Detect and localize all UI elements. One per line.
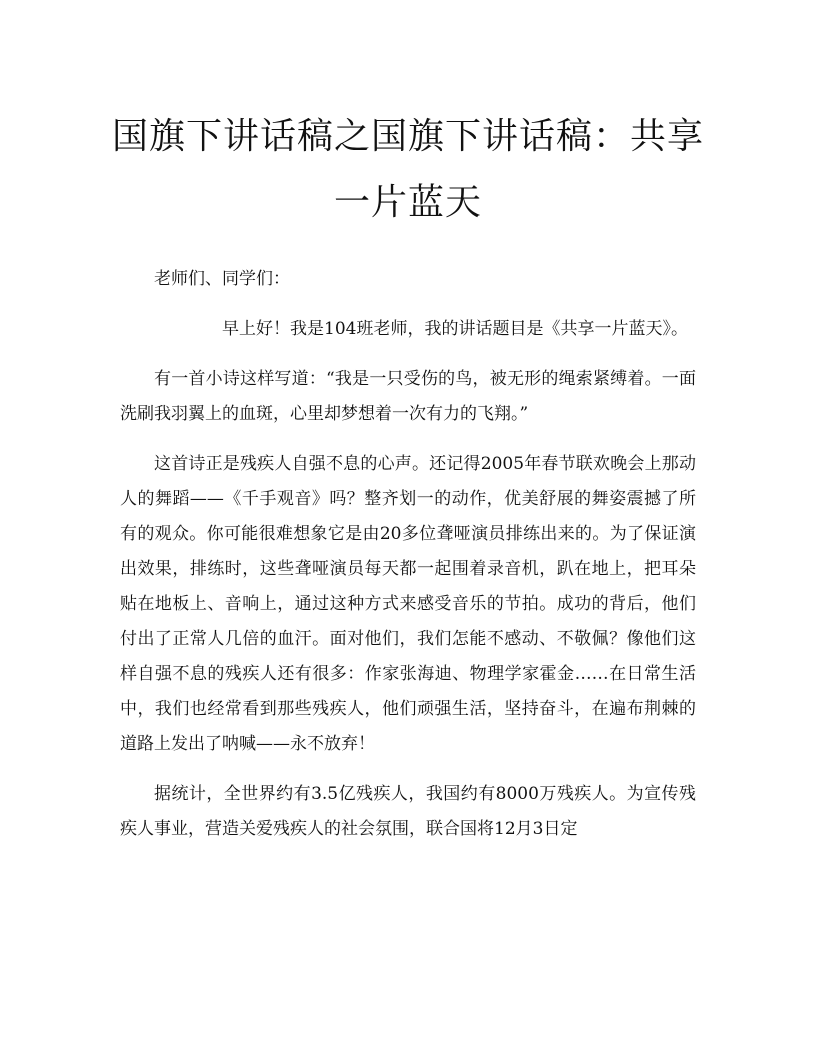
salutation-paragraph: 老师们、同学们： — [154, 269, 290, 289]
poem-paragraph: 有一首小诗这样写道：“我是一只受伤的鸟，被无形的绳索紧缚着。一面洗刷我羽翼上的血斑，心里却梦想着一次有力的飞翔。” — [120, 369, 696, 424]
statistics-paragraph: 据统计，全世界约有3.5亿残疾人，我国约有8000万残疾人。为宣传残疾人事业，营造关爱残疾人的社会氛围，联合国将12月3日定 — [120, 784, 696, 839]
greeting-paragraph: 早上好！我是104班老师，我的讲话题目是《共享一片蓝天》。 — [222, 319, 688, 339]
story-paragraph: 这首诗正是残疾人自强不息的心声。还记得2005年春节联欢晚会上那动人的舞蹈——《千手观音》吗？整齐划一的动作，优美舒展的舞姿震撼了所有的观众。你可能很难想象它是由20多位聋哑演员排练出来的。为了保证演出效果，排练时，这些聋哑演员每天都一起围着录音机，趴在地上，把耳朵贴在地板上、音响上，通过这种方式来感受音乐的节拍。成功的背后，他们付出了正常人几倍的血汗。面对他们，我们怎能不感动、不敬佩？像他们这样自强不息的残疾人还有很多：作家张海迪、物理学家霍金……在日常生活中，我们也经常看到那些残疾人，他们顽强生活，坚持奋斗，在遍布荆棘的道路上发出了呐喊——永不放弃！ — [120, 454, 696, 754]
document-body — [120, 262, 696, 862]
document-title: 国旗下讲话稿之国旗下讲话稿：共享一片蓝天 — [111, 116, 704, 223]
